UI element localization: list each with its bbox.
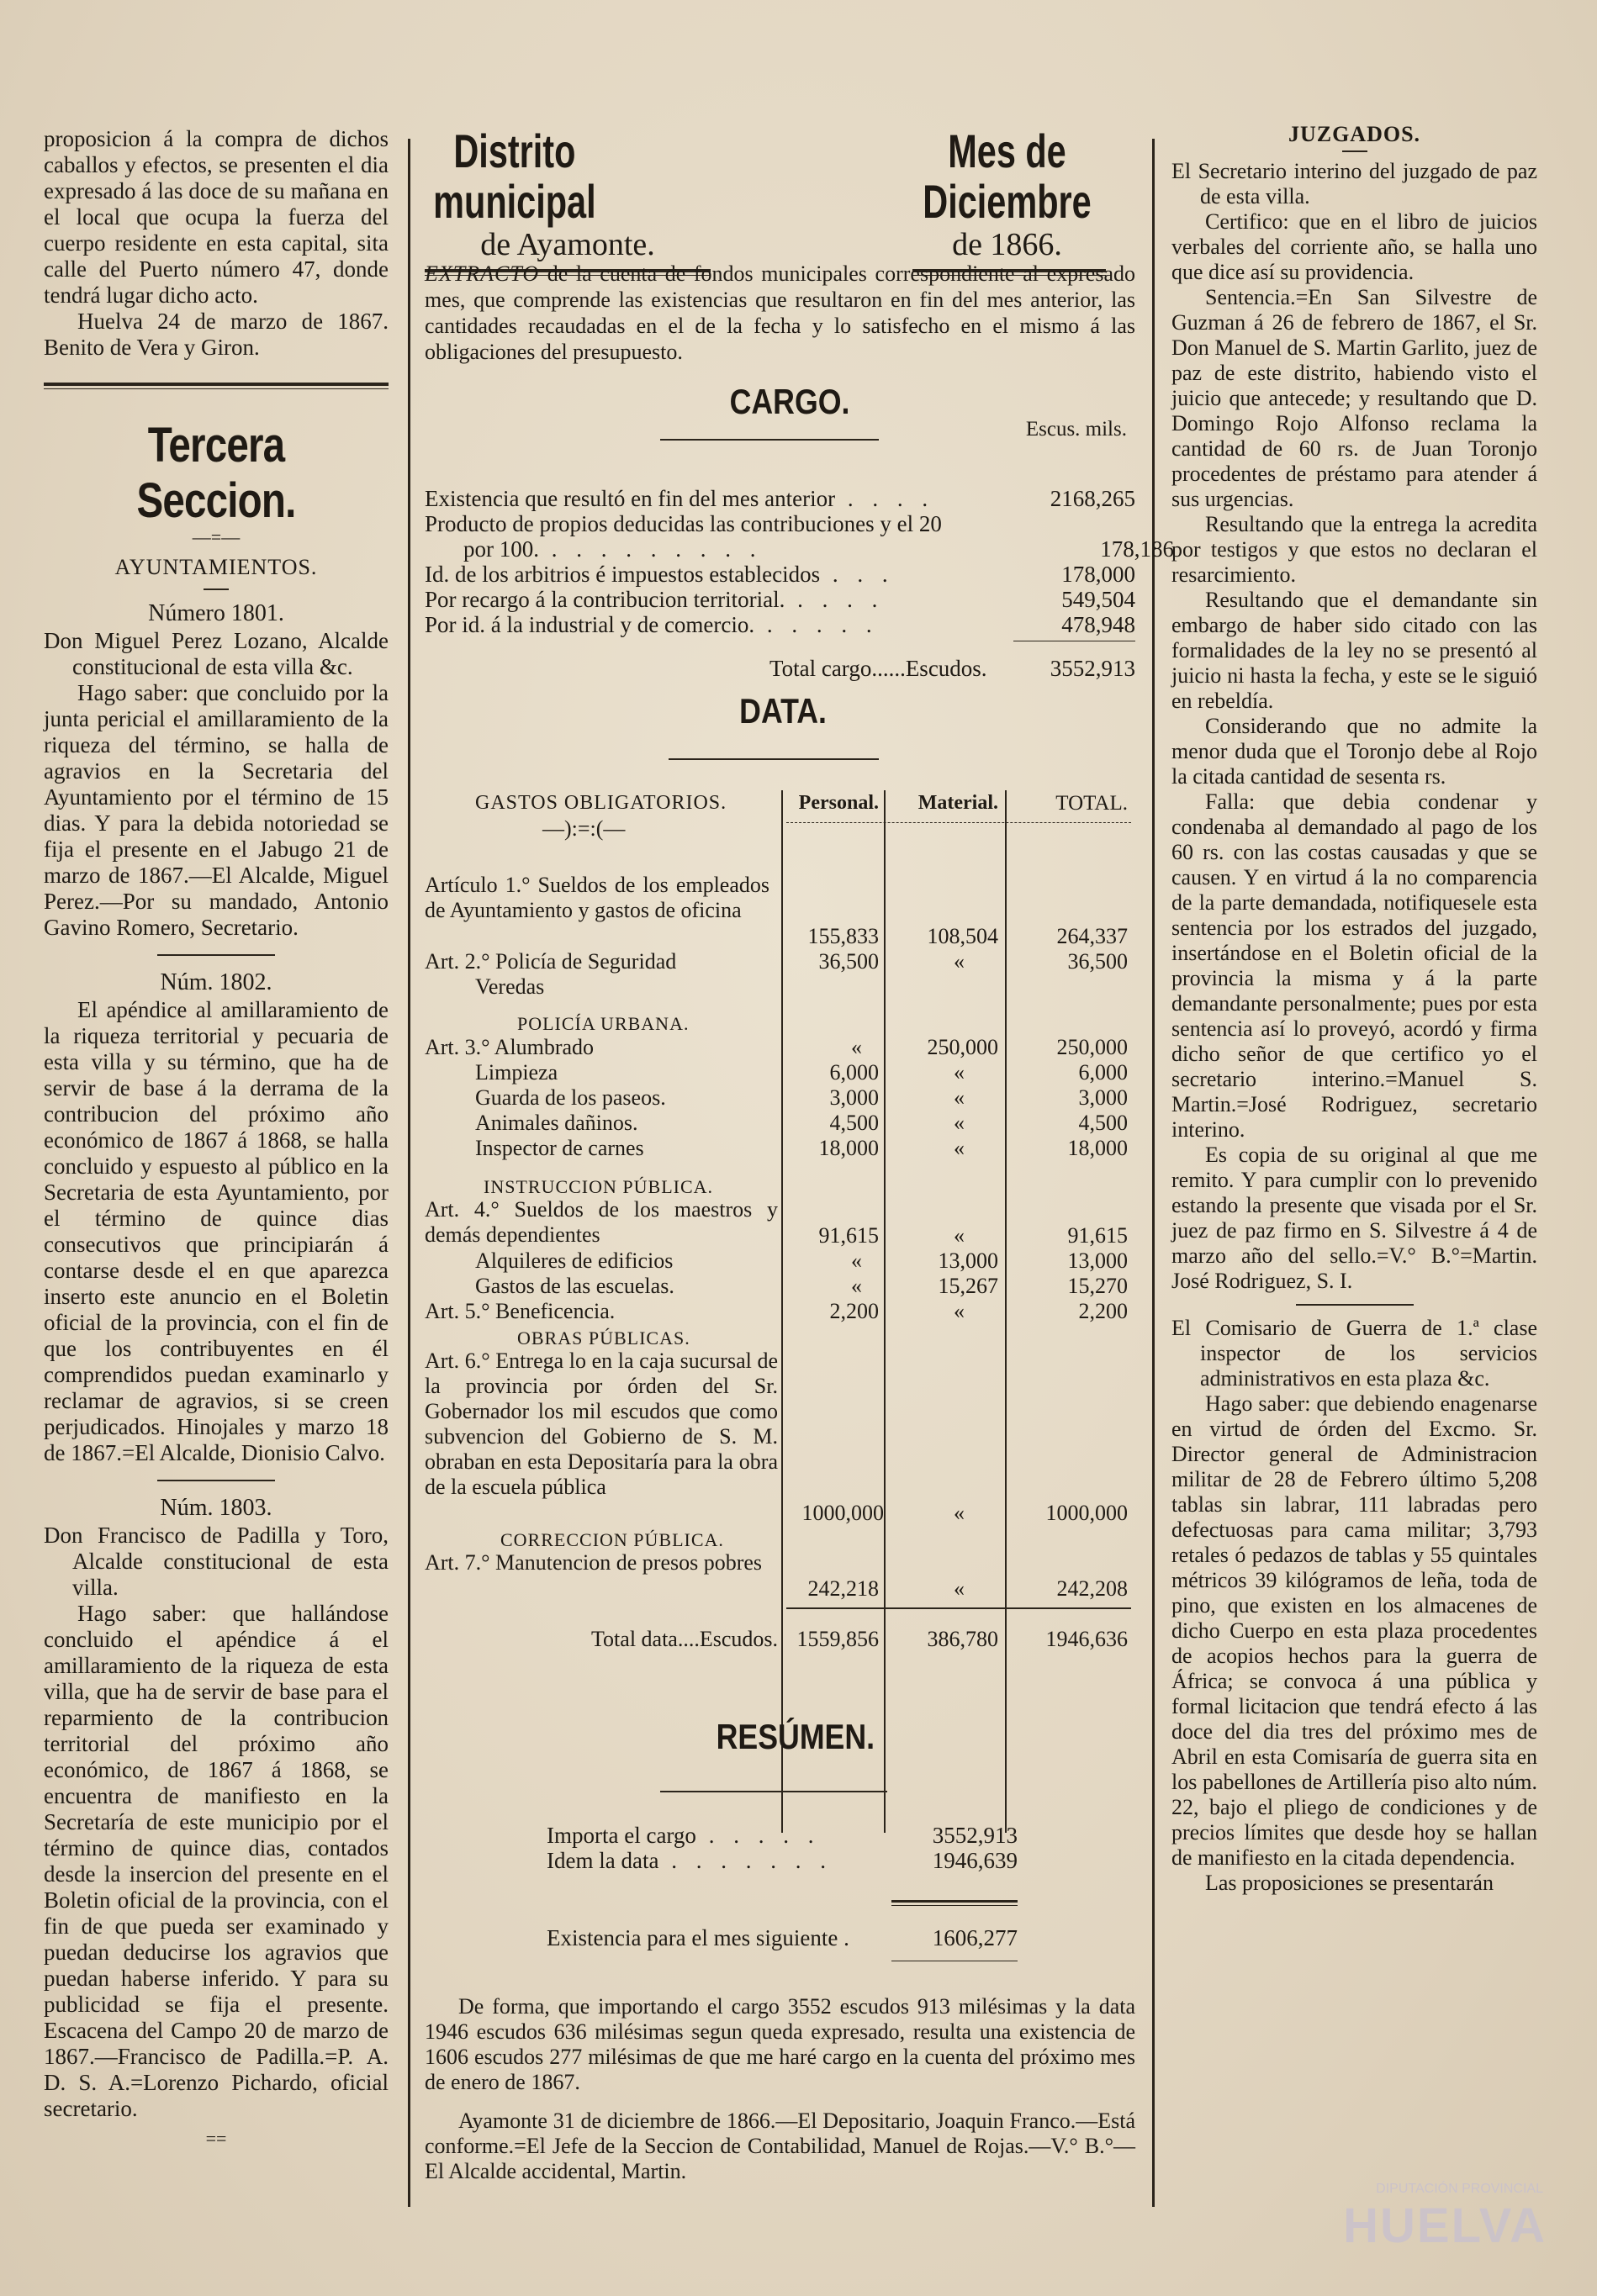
month-title: Mes de Diciembre bbox=[923, 124, 1092, 228]
column-rule-right bbox=[1152, 139, 1155, 2207]
cargo-row: Id. de los arbitrios é impuestos establecidos . . . 178,000 bbox=[425, 562, 1135, 587]
notice-1801-body: Hago saber: que concluido por la junta pericial el amillaramiento de la riqueza del término, se halla de agravios en la Secretaria del Ayuntamiento por el término de 15 dias. Y para la debida notoriedad se fija el presente en el Jabugo 21 de marzo de 1867.—El Alcalde, Miguel Perez.—Por su mandado, Antonio Gavino Romero, Secretario. bbox=[44, 680, 389, 940]
data-row-material: « bbox=[954, 1060, 965, 1085]
data-sum-rule bbox=[786, 1607, 1131, 1609]
column-rule-left bbox=[408, 139, 410, 2207]
data-title: DATA. bbox=[739, 691, 827, 731]
cargo-rule bbox=[660, 439, 879, 441]
data-row-total: 1000,000 bbox=[1045, 1501, 1128, 1525]
resumen-row-value: 1946,639 bbox=[932, 1848, 1018, 1873]
data-row-personal: 3,000 bbox=[829, 1085, 879, 1110]
data-row-total: 2,200 bbox=[1078, 1299, 1128, 1323]
data-row-label: Art. 5.° Beneficencia. bbox=[425, 1299, 616, 1323]
data-row-label: Guarda de los paseos. bbox=[475, 1085, 666, 1110]
short-rule bbox=[1342, 150, 1367, 152]
table-header-ornament: —):=:(— bbox=[542, 816, 626, 841]
notice-divider bbox=[1296, 1304, 1414, 1306]
right-column bbox=[1171, 122, 1537, 1896]
data-row-personal: 242,218 bbox=[807, 1576, 879, 1601]
juzgado-paragraph: Considerando que no admite la menor duda que el Toronjo debe al Rojo la citada cantidad de sesenta rs. bbox=[1171, 714, 1537, 789]
data-total-label: Total data....Escudos. bbox=[590, 1627, 778, 1651]
data-row-personal: 2,200 bbox=[829, 1299, 879, 1323]
cargo-total-label: Total cargo......Escudos. bbox=[769, 656, 987, 681]
cargo-row-label: por 100. bbox=[463, 536, 539, 562]
data-row-label: Artículo 1.° Sueldos de los empleados de Ayuntamiento y gastos de oficina bbox=[425, 873, 769, 922]
month-heading bbox=[879, 126, 1135, 276]
data-row-personal: 1000,000 bbox=[801, 1501, 884, 1525]
cargo-row: Por recargo á la contribucion territorial. . . . . 549,504 bbox=[425, 587, 1135, 612]
resumen-row: Idem la data . . . . . . . 1946,639 bbox=[547, 1848, 1018, 1873]
data-row-material: 13,000 bbox=[938, 1248, 998, 1273]
cargo-unit: Escus. mils. bbox=[1025, 418, 1127, 441]
header-rule bbox=[786, 822, 1131, 823]
cargo-row: Por id. á la industrial y de comercio. . . . . . 478,948 bbox=[425, 612, 1135, 637]
left-paragraph-1: proposicion á la compra de dichos caballos y efectos, se presenten el dia expresado á las doce de su mañana en el local que ocupa la fuerza del cuerpo residente en esta capital, sita calle del Puerto número 47, donde tendrá lugar dicho acto. bbox=[44, 126, 389, 308]
table-divider bbox=[1005, 790, 1007, 1833]
cargo-row-label: Existencia que resultó en fin del mes anterior bbox=[425, 486, 836, 511]
data-row-total: 91,615 bbox=[1067, 1223, 1128, 1248]
data-row-personal: « bbox=[851, 1274, 862, 1298]
district-title: Distrito municipal bbox=[433, 124, 596, 228]
data-row-personal: 18,000 bbox=[818, 1136, 879, 1160]
data-row-total: 13,000 bbox=[1067, 1248, 1128, 1273]
extract-body: de la cuenta de fondos municipales correspondiente al expresado mes, que comprende las existencias que resultaron en fin del mes anterior, las cantidades recaudadas en el de la fecha y lo satisfecho en el mismo á las obligaciones del presupuesto. bbox=[425, 261, 1135, 364]
data-row-label: Art. 7.° Manutencion de presos pobres bbox=[425, 1550, 763, 1575]
data-row-total: 18,000 bbox=[1067, 1136, 1128, 1160]
data-subheading: OBRAS PÚBLICAS. bbox=[517, 1327, 690, 1349]
watermark-logo: HUELVA bbox=[1343, 2198, 1547, 2253]
data-row-material: « bbox=[954, 1136, 965, 1160]
table-divider bbox=[781, 790, 783, 1833]
data-row-material: « bbox=[954, 1501, 965, 1525]
left-signature-1: Huelva 24 de marzo de 1867. Benito de Vera y Giron. bbox=[44, 309, 389, 360]
ayuntamientos-heading: AYUNTAMIENTOS. bbox=[114, 555, 318, 579]
month-subtitle: de 1866. bbox=[952, 227, 1062, 262]
data-row-personal: 36,500 bbox=[818, 949, 879, 974]
cargo-row: por 100. . . . . . . . . . 178,186 bbox=[463, 536, 1174, 562]
district-heading bbox=[425, 126, 711, 276]
data-row-material: « bbox=[954, 949, 965, 974]
notice-1802-number: Núm. 1802. bbox=[160, 969, 272, 995]
notice-1803-heading: Don Francisco de Padilla y Toro, Alcalde constitucional de esta villa. bbox=[44, 1523, 389, 1600]
data-row-total: 264,337 bbox=[1056, 924, 1128, 948]
data-row-material: « bbox=[954, 1085, 965, 1110]
data-row-total: 250,000 bbox=[1056, 1035, 1128, 1059]
table-divider bbox=[884, 790, 886, 1833]
cargo-total-value: 3552,913 bbox=[1050, 656, 1135, 681]
data-row-material: « bbox=[954, 1299, 965, 1323]
section-divider bbox=[44, 383, 389, 389]
comisario-paragraph: Las proposiciones se presentarán bbox=[1205, 1871, 1494, 1895]
comisario-paragraph: Hago saber: que debiendo enagenarse en virtud de órden del Excmo. Sr. Director general de Administracion militar de 28 de Febrero último 5,208 tablas sin labrar, 111 labradas pero defectuosas para cama militar; 3,793 retales ó pedazos de tablas y 55 quintales métricos 39 kilógramos de leña, toda de pino, que existen en los almacenes de dicho Cuerpo en esta plaza procedentes de acopios hechos para la guerra de África; se convoca á una pública y formal licitacion que tendrá efecto á las doce del dia tres del próximo mes de Abril en esta Comisaría de guerra sita en los pabellones de Artillería piso alto núm. 22, bajo el pliego de condiciones y de precios límites que desde hoy se hallan de manifiesto en la citada dependencia. bbox=[1171, 1391, 1537, 1870]
notice-divider bbox=[157, 1480, 275, 1481]
data-row-personal: « bbox=[851, 1248, 862, 1273]
comisario-heading: El Comisario de Guerra de 1.ª clase inspector de los servicios administrativos en esta plaza &c. bbox=[1171, 1316, 1537, 1391]
resumen-sum-rule bbox=[891, 1900, 1018, 1906]
resumen-row-label: Idem la data bbox=[547, 1848, 659, 1873]
juzgado-paragraph: Es copia de su original al que me remito. Y para cumplir con lo prevenido estando la presente que visada por el Sr. juez de paz firmo en S. Silvestre á 4 de marzo año del sello.=V.° B.°=Martin. José Rodriguez, S. I. bbox=[1171, 1143, 1537, 1293]
data-row-material: 15,267 bbox=[938, 1274, 998, 1298]
signature-paragraph: Ayamonte 31 de diciembre de 1866.—El Depositario, Joaquin Franco.—Está conforme.=El Jefe de la Seccion de Contabilidad, Manuel de Rojas.—V.° B.°—El Alcalde accidental, Martin. bbox=[425, 2109, 1135, 2183]
cargo-row: Existencia que resultó en fin del mes anterior . . . . 2168,265 bbox=[425, 486, 1135, 511]
notice-1802-body: El apéndice al amillaramiento de la riqueza territorial y pecuaria de esta villa y su término, que ha de servir de base á la derrama de la contribucion del próximo año económico de 1867 á 1868, se halla concluido y espuesto al público en la Secretaria de esta Ayuntamiento, por el término de quince dias consecutivos que principiarán á contarse desde el en que aparezca inserto este anuncio en el Boletin oficial de la provincia, con el fin de que los contribuyentes en él comprendidos puedan examinarlo y reclamar de agravios, si se creen perjudicados. Hinojales y marzo 18 de 1867.=El Alcalde, Dionisio Calvo. bbox=[44, 997, 389, 1465]
table-header-total: TOTAL. bbox=[1055, 792, 1128, 815]
data-subheading: CORRECCION PÚBLICA. bbox=[500, 1529, 724, 1550]
notice-1803-body: Hago saber: que hallándose concluido el apéndice á el amillaramiento de la riqueza de esta villa, que ha de servir de base para el reparmiento de la contribucion territorial del próximo año económico, de 1867 á 1868, se encuentra de manifiesto en la Secretaría de este municipio por el término de quince dias, contados desde la insercion del presente en el Boletin oficial de la provincia, con el fin de que pueda ser examinado y puedan deducirse los agravios que puedan haberse inferido. Y para su publicidad se fija el presente. Escacena del Campo 20 de marzo de 1867.—Francisco de Padilla.=P. A. D. S. A.=Lorenzo Pichardo, oficial secretario. bbox=[44, 1601, 389, 2121]
cargo-row-label: Producto de propios deducidas las contribuciones y el 20 bbox=[425, 511, 942, 536]
data-row-total: 3,000 bbox=[1078, 1085, 1128, 1110]
data-subheading: POLICÍA URBANA. bbox=[517, 1013, 690, 1034]
juzgado-paragraph: Falla: que debia condenar y condenaba al demandado al pago de los 60 rs. con las costas causadas y que se causen. Y en virtud á la no comparencia de la parte demandada, notifiquesele esta sentencia por los estrados del juzgado, insertándose en el Boletin oficial de la provincia la misma y á la parte demandante personalmente; pues por esta sentencia así lo proveyó, acordó y firma dicho señor de que certifico yo el secretario interino.=Manuel S. Martin.=José Rodriguez, secretario interino. bbox=[1171, 789, 1537, 1142]
extract-lead: EXTRACTO bbox=[425, 261, 540, 286]
data-row-total: 242,208 bbox=[1056, 1576, 1128, 1601]
data-row-label: Inspector de carnes bbox=[475, 1136, 644, 1160]
data-row-label: Art. 6.° Entrega lo en la caja sucursal de la provincia por órden del Sr. Gobernador los mil escudos que como subvencion del Gobierno de S. M. obraban en esta Depositaría para la obra de la escuela pública bbox=[425, 1349, 778, 1499]
data-subheading: INSTRUCCION PÚBLICA. bbox=[484, 1176, 714, 1197]
table-header-concept: GASTOS OBLIGATORIOS. bbox=[475, 792, 727, 814]
resumen-row: Importa el cargo . . . . . 3552,913 bbox=[547, 1823, 1018, 1848]
extract-paragraph bbox=[425, 261, 1135, 365]
watermark-caption: DIPUTACIÓN PROVINCIAL bbox=[1376, 2182, 1543, 2196]
existencia-row bbox=[547, 1925, 1018, 1951]
data-total-total: 1946,636 bbox=[1045, 1627, 1128, 1651]
data-row-label: Veredas bbox=[475, 974, 545, 999]
data-total-material: 386,780 bbox=[927, 1627, 998, 1651]
juzgados-heading: JUZGADOS. bbox=[1288, 122, 1421, 146]
notice-divider bbox=[157, 954, 275, 956]
juzgado-paragraph: Sentencia.=En San Silvestre de Guzman á 26 de febrero de 1867, el Sr. Don Manuel de S. Martin Garlito, juez de paz de este distrito, habiendo visto el juicio que antecede; y resultando que D. Domingo Rojo Alfonso reclama la cantidad de 60 rs. de Juan Toronjo procedentes de préstamo para atender á sus urgencias. bbox=[1171, 285, 1537, 511]
cargo-row bbox=[425, 511, 1135, 537]
juzgado-paragraph: Resultando que el demandante sin embargo de haber sido citado con las formalidades de la ley no se presentó al juicio ni hasta la fecha, y este se le siguió en rebeldía. bbox=[1171, 588, 1537, 713]
juzgado-paragraph: Certifico: que en el libro de juicios verbales del corriente año, se halla uno que dice así su providencia. bbox=[1171, 209, 1537, 284]
cargo-title: CARGO. bbox=[729, 382, 850, 421]
notice-1801-number: Número 1801. bbox=[148, 600, 284, 626]
data-row-material: « bbox=[954, 1576, 965, 1601]
data-row-personal: 155,833 bbox=[807, 924, 879, 948]
left-column bbox=[44, 126, 389, 2147]
resumen-row-value: 3552,913 bbox=[932, 1823, 1018, 1848]
cargo-row-label: Por recargo á la contribucion territorial. bbox=[425, 587, 785, 612]
data-rule bbox=[669, 758, 879, 760]
existencia-value: 1606,277 bbox=[932, 1925, 1018, 1950]
data-row-total: 36,500 bbox=[1067, 949, 1128, 974]
data-row-personal: 91,615 bbox=[818, 1223, 879, 1248]
data-row-personal: « bbox=[851, 1035, 862, 1059]
data-row-personal: 6,000 bbox=[829, 1060, 879, 1085]
table-header-personal: Personal. bbox=[798, 792, 879, 814]
data-row-label: Animales dañinos. bbox=[475, 1111, 638, 1135]
section-ornament: —=— bbox=[192, 526, 241, 547]
cargo-row-label: Por id. á la industrial y de comercio. bbox=[425, 612, 755, 637]
data-row-total: 4,500 bbox=[1078, 1111, 1128, 1135]
middle-column bbox=[425, 124, 1174, 2211]
data-table bbox=[425, 790, 1135, 1833]
data-row-label: Art. 2.° Policía de Seguridad bbox=[425, 949, 677, 974]
cargo-row-value: 178,000 bbox=[1061, 562, 1135, 587]
section-title: Tercera Seccion. bbox=[136, 418, 296, 528]
data-row-personal: 4,500 bbox=[829, 1111, 879, 1135]
data-row-material: 250,000 bbox=[927, 1035, 998, 1059]
district-subtitle: de Ayamonte. bbox=[480, 227, 655, 262]
juzgado-heading: El Secretario interino del juzgado de paz de esta villa. bbox=[1171, 159, 1537, 208]
resumen-title: RESÚMEN. bbox=[716, 1717, 875, 1756]
cargo-row-value: 478,948 bbox=[1061, 612, 1135, 637]
short-rule bbox=[204, 589, 229, 590]
resumen-row-label: Importa el cargo bbox=[547, 1823, 696, 1848]
cargo-row-value: 178,186 bbox=[1100, 536, 1174, 562]
data-row-label: Gastos de las escuelas. bbox=[475, 1274, 674, 1298]
data-row-label: Alquileres de edificios bbox=[475, 1248, 674, 1273]
data-row-label: Art. 3.° Alumbrado bbox=[425, 1035, 595, 1059]
cargo-row-label: Id. de los arbitrios é impuestos establecidos bbox=[425, 562, 821, 587]
data-row-material: « bbox=[954, 1111, 965, 1135]
data-row-total: 15,270 bbox=[1067, 1274, 1128, 1298]
notice-1801-heading: Don Miguel Perez Lozano, Alcalde constitucional de esta villa &c. bbox=[44, 628, 389, 679]
juzgado-paragraph: Resultando que la entrega la acredita por testigos y que estos no declaran el resarcimiento. bbox=[1171, 512, 1537, 587]
data-row-label: Limpieza bbox=[475, 1060, 558, 1085]
data-row-material: « bbox=[954, 1223, 965, 1248]
cargo-row-value: 2168,265 bbox=[1050, 486, 1135, 511]
existencia-label: Existencia para el mes siguiente . bbox=[547, 1925, 849, 1950]
notice-1803-number: Núm. 1803. bbox=[160, 1495, 272, 1521]
data-total-personal: 1559,856 bbox=[796, 1627, 879, 1651]
resumen-rule bbox=[660, 1791, 887, 1792]
cargo-row-value: 549,504 bbox=[1061, 587, 1135, 612]
closing-paragraph: De forma, que importando el cargo 3552 escudos 913 milésimas y la data 1946 escudos 636 milésimas segun queda expresado, resulta una existencia de 1606 escudos 277 milésimas de que me haré cargo en la cuenta del próximo mes de enero de 1867. bbox=[425, 1994, 1135, 2094]
data-row-material: 108,504 bbox=[927, 924, 998, 948]
data-row-label: Art. 4.° Sueldos de los maestros y demás dependientes bbox=[425, 1197, 778, 1247]
end-ornament: == bbox=[205, 2128, 227, 2149]
table-header-material: Material. bbox=[917, 792, 998, 814]
data-row-total: 6,000 bbox=[1078, 1060, 1128, 1085]
